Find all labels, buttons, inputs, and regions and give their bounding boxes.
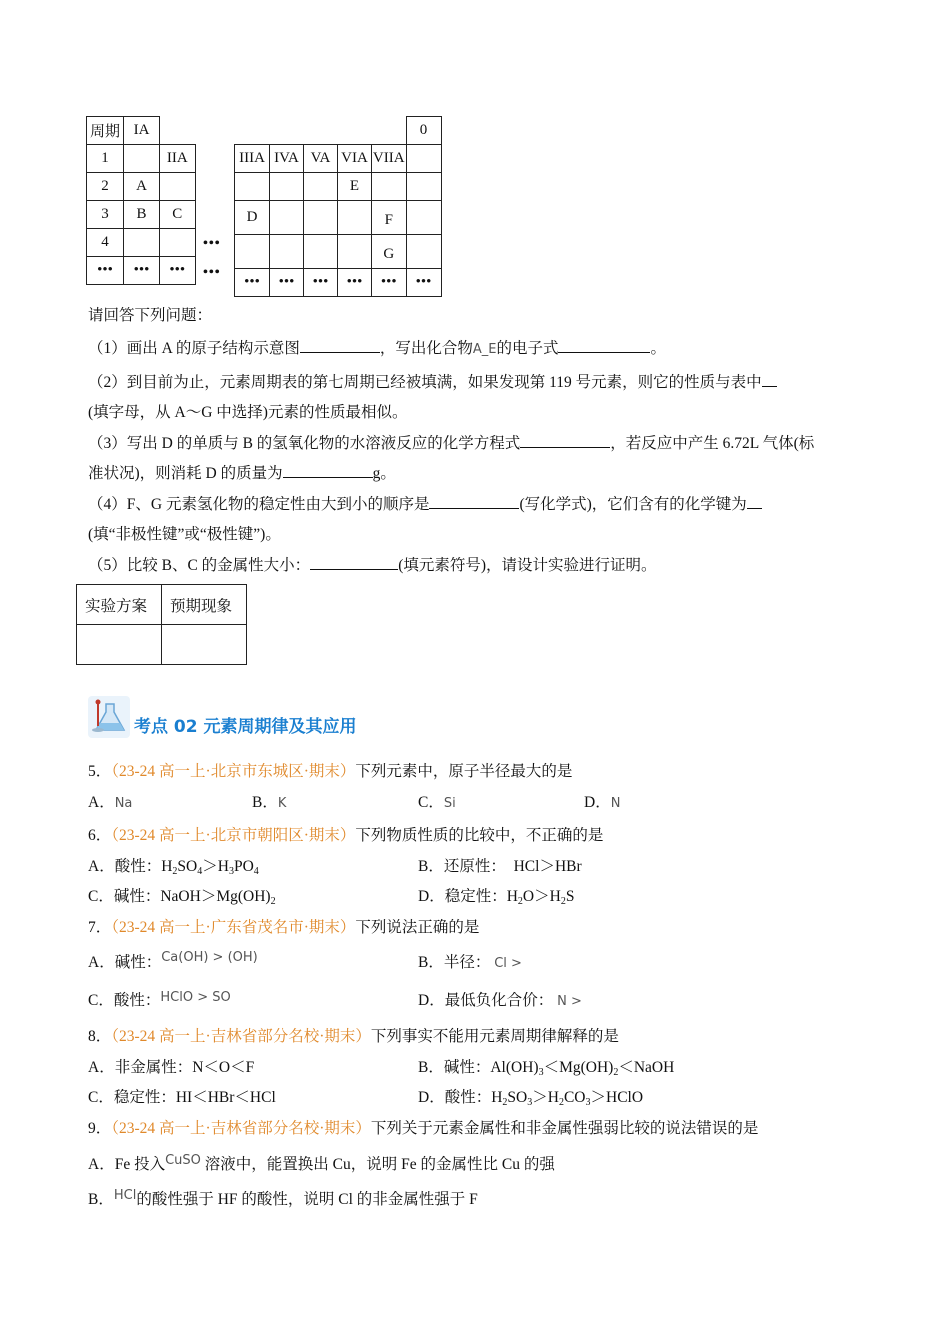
option-label: B．: [418, 954, 444, 971]
flask-icon: [88, 696, 130, 738]
question-source: （23-24 高一上·吉林省部分名校·期末）: [111, 1120, 371, 1137]
option-value: N＜O＜F: [192, 1059, 255, 1076]
pt-ellipsis: •••: [124, 257, 160, 285]
question-number: 7．: [88, 919, 112, 936]
pt-ellipsis: •••: [304, 269, 338, 297]
pt-period-4: 4: [87, 229, 124, 257]
q3-text: （3）写出 D 的单质与 B 的氢氧化物的水溶液反应的化学方程式: [88, 435, 521, 452]
q3-text: 准状况)，则消耗 D 的质量为: [88, 465, 283, 482]
option-b[interactable]: [418, 1055, 674, 1078]
answer-blank[interactable]: [283, 461, 373, 478]
option-prefix: 碱性：: [113, 888, 161, 905]
option-value: Na: [114, 796, 133, 811]
question-6-stem: [88, 823, 603, 845]
pt-cell-f: F: [372, 201, 407, 235]
intro-text: 请回答下列问题：: [88, 307, 213, 324]
option-prefix: 非金属性：: [114, 1059, 193, 1076]
question-5-stem: [88, 759, 572, 781]
pt-header-via: VIA: [338, 145, 372, 173]
answer-blank[interactable]: [520, 431, 610, 448]
option-prefix: 碱性：: [443, 1059, 491, 1076]
q3-text: ，若反应中产生 6.72L 气体(标: [610, 435, 815, 452]
q4-text: (写化学式)，它们含有的化学键为: [519, 496, 747, 513]
question-stem: 下列事实不能用元素周期律解释的是: [370, 1028, 619, 1045]
option-c[interactable]: [88, 1085, 276, 1107]
option-a[interactable]: [88, 854, 259, 877]
pt-ellipsis: •••: [406, 269, 441, 297]
option-label: B．: [418, 1059, 444, 1076]
option-b[interactable]: [252, 790, 286, 812]
q1-text: ，写出化合物: [379, 340, 473, 357]
q2-text: （2）到目前为止，元素周期表的第七周期已经被填满，如果发现第 119 号元素，则它的性质与表中: [88, 374, 762, 391]
option-label: D．: [584, 794, 611, 811]
option-prefix: 酸性：: [113, 992, 161, 1009]
pt-cell: [160, 173, 196, 201]
option-b[interactable]: [418, 854, 582, 876]
pt-header-iia: IIA: [160, 145, 196, 173]
pt-cell: [406, 145, 441, 173]
answer-blank[interactable]: [429, 492, 519, 509]
option-value: HClO > SO: [160, 990, 231, 1005]
pt-header-zero: 0: [406, 117, 441, 145]
question-source: （23-24 高一上·北京市朝阳区·期末）: [111, 827, 356, 844]
option-a[interactable]: [88, 790, 132, 812]
pt-header-iiia: IIIA: [235, 145, 270, 173]
question-number: 6．: [88, 827, 112, 844]
option-label: A．: [88, 954, 115, 971]
option-label: B．: [88, 1191, 114, 1208]
option-c[interactable]: [88, 988, 231, 1010]
q3-text: g。: [372, 465, 396, 482]
periodic-table-right: [234, 116, 442, 297]
option-d[interactable]: [418, 1085, 643, 1108]
pt-header-iva: IVA: [270, 145, 304, 173]
pt-header-va: VA: [304, 145, 338, 173]
option-value: HCl＞HBr: [513, 858, 582, 875]
question-5: [88, 553, 657, 575]
q5-text: (填元素符号)，请设计实验进行证明。: [398, 557, 657, 574]
option-label: B．: [418, 858, 444, 875]
pt-cell: [235, 235, 270, 269]
answer-blank[interactable]: [558, 336, 650, 353]
option-suffix: 的酸性强于 HF 的酸性，说明 Cl 的非金属性强于 F: [136, 1191, 478, 1208]
pt-ellipsis: •••: [87, 257, 124, 285]
periodic-table-left: [86, 116, 196, 285]
option-label: B．: [252, 794, 278, 811]
option-label: D．: [418, 888, 445, 905]
option-value: HI＜HBr＜HCl: [175, 1089, 276, 1106]
option-label: A．: [88, 1059, 115, 1076]
exp-col-plan: 实验方案: [77, 585, 162, 625]
option-c[interactable]: [88, 884, 276, 907]
question-8-stem: [88, 1024, 619, 1046]
option-value: N >: [557, 994, 582, 1009]
pt-cell: [338, 201, 372, 235]
option-b[interactable]: [418, 950, 522, 972]
option-value: $H_2O>H_2S$: [506, 888, 575, 907]
option-d[interactable]: [418, 988, 582, 1010]
q5-text: （5）比较 B、C 的金属性大小：: [88, 557, 311, 574]
question-1: [88, 336, 666, 358]
question-source: （23-24 高一上·吉林省部分名校·期末）: [111, 1028, 371, 1045]
option-prefix: 稳定性：: [113, 1089, 176, 1106]
exp-cell-phenomenon[interactable]: [162, 625, 247, 665]
question-source: （23-24 高一上·北京市东城区·期末）: [111, 763, 356, 780]
pt-period-1: 1: [87, 145, 124, 173]
option-value: $NaOH>Mg(OH)_2$: [160, 888, 276, 907]
option-value: N: [610, 796, 621, 811]
q1-formula: A_E: [472, 342, 497, 357]
option-value: CuSO: [165, 1153, 201, 1168]
pt-cell: [160, 229, 196, 257]
pt-header-period: 周期: [87, 117, 124, 145]
q1-text: 。: [650, 340, 666, 357]
question-number: 9．: [88, 1120, 112, 1137]
pt-cell: [235, 173, 270, 201]
pt-cell: [304, 235, 338, 269]
option-value: HCl: [113, 1188, 137, 1203]
pt-cell-c: C: [160, 201, 196, 229]
option-label: A．: [88, 1156, 115, 1173]
pt-period-2: 2: [87, 173, 124, 201]
answer-blank[interactable]: [310, 553, 398, 570]
option-prefix: 酸性：: [444, 1089, 492, 1106]
option-d[interactable]: [418, 884, 574, 907]
option-prefix: 稳定性：: [444, 888, 507, 905]
option-suffix: 溶液中，能置换出 Cu，说明 Fe 的金属性比 Cu 的强: [200, 1156, 555, 1173]
q1-text: （1）画出 A 的原子结构示意图: [88, 340, 300, 357]
question-stem: 下列说法正确的是: [355, 919, 480, 936]
option-d[interactable]: [584, 790, 620, 812]
pt-ellipsis: •••: [160, 257, 196, 285]
option-label: D．: [418, 992, 445, 1009]
option-value: Cl >: [494, 956, 522, 971]
question-number: 5．: [88, 763, 112, 780]
option-label: D．: [418, 1089, 445, 1106]
option-label: C．: [88, 1089, 114, 1106]
option-prefix: 最低负化合价：: [444, 992, 554, 1009]
pt-ellipsis: •••: [338, 269, 372, 297]
pt-ellipsis: •••: [235, 269, 270, 297]
pt-cell: [270, 235, 304, 269]
pt-cell: [406, 201, 441, 235]
pt-cell: [372, 173, 407, 201]
pt-cell: [338, 235, 372, 269]
exp-cell-plan[interactable]: [77, 625, 162, 665]
pt-cell: [304, 173, 338, 201]
pt-cell-b: B: [124, 201, 160, 229]
option-prefix: 酸性：: [114, 858, 162, 875]
pt-cell-g: G: [372, 235, 407, 269]
question-4-line1: [88, 492, 762, 514]
answer-blank[interactable]: [300, 336, 380, 353]
option-label: C．: [88, 992, 114, 1009]
pt-cell: [124, 145, 160, 173]
question-3-line2: [88, 461, 396, 483]
option-value: $Al(OH)_3<Mg(OH)_2<NaOH$: [490, 1059, 675, 1078]
option-value: Ca(OH) > (OH): [161, 950, 258, 965]
pt-cell-e: E: [338, 173, 372, 201]
question-stem: 下列元素中，原子半径最大的是: [355, 763, 573, 780]
option-label: C．: [418, 794, 444, 811]
option-a[interactable]: [88, 950, 258, 972]
pt-cell: [406, 235, 441, 269]
question-2-line1: [88, 370, 777, 392]
pt-header-ia: IA: [124, 117, 160, 145]
pt-header-viia: VIIA: [372, 145, 407, 173]
question-source: （23-24 高一上·广东省茂名市·期末）: [111, 919, 356, 936]
option-b[interactable]: [88, 1187, 478, 1209]
question-2-line2: (填字母，从 A～G 中选择)元素的性质最相似。: [88, 404, 408, 421]
pt-period-3: 3: [87, 201, 124, 229]
option-a[interactable]: [88, 1152, 555, 1174]
option-value: $H_2SO_3>H_2CO_3>HClO$: [491, 1089, 644, 1108]
option-prefix: Fe 投入: [114, 1156, 166, 1173]
pt-cell: [270, 201, 304, 235]
section-title: 考点 02 元素周期律及其应用: [134, 717, 357, 737]
question-4-line2: (填“非极性键”或“极性键”)。: [88, 526, 281, 543]
pt-ellipsis: •••: [270, 269, 304, 297]
option-value: $H_2SO_4>H_3PO_4$: [161, 858, 259, 877]
option-value: K: [277, 796, 287, 811]
option-prefix: 还原性：: [443, 858, 506, 875]
answer-blank[interactable]: [762, 370, 777, 387]
question-7-stem: [88, 915, 479, 937]
question-9-stem: [88, 1116, 758, 1138]
pt-cell-a: A: [124, 173, 160, 201]
pt-gap-ellipsis: •••: [203, 236, 221, 251]
pt-cell-d: D: [235, 201, 270, 235]
experiment-table: [76, 584, 247, 665]
question-stem: 下列关于元素金属性和非金属性强弱比较的说法错误的是: [370, 1120, 759, 1137]
pt-ellipsis: •••: [372, 269, 407, 297]
pt-gap-ellipsis: •••: [203, 265, 221, 280]
pt-cell: [406, 173, 441, 201]
q4-text: （4）F、G 元素氢化物的稳定性由大到小的顺序是: [88, 496, 430, 513]
option-prefix: 碱性：: [114, 954, 162, 971]
question-stem: 下列物质性质的比较中，不正确的是: [355, 827, 604, 844]
question-3-line1: [88, 431, 814, 453]
option-c[interactable]: [418, 790, 456, 812]
option-a[interactable]: [88, 1055, 254, 1077]
exp-col-phenomenon: 预期现象: [162, 585, 247, 625]
pt-cell: [304, 201, 338, 235]
pt-cell: [270, 173, 304, 201]
option-prefix: 半径：: [443, 954, 491, 971]
option-value: Si: [443, 796, 456, 811]
option-label: A．: [88, 858, 115, 875]
option-label: C．: [88, 888, 114, 905]
pt-cell: [124, 229, 160, 257]
question-number: 8．: [88, 1028, 112, 1045]
option-label: A．: [88, 794, 115, 811]
answer-blank[interactable]: [747, 492, 762, 509]
q1-text: 的电子式: [496, 340, 559, 357]
